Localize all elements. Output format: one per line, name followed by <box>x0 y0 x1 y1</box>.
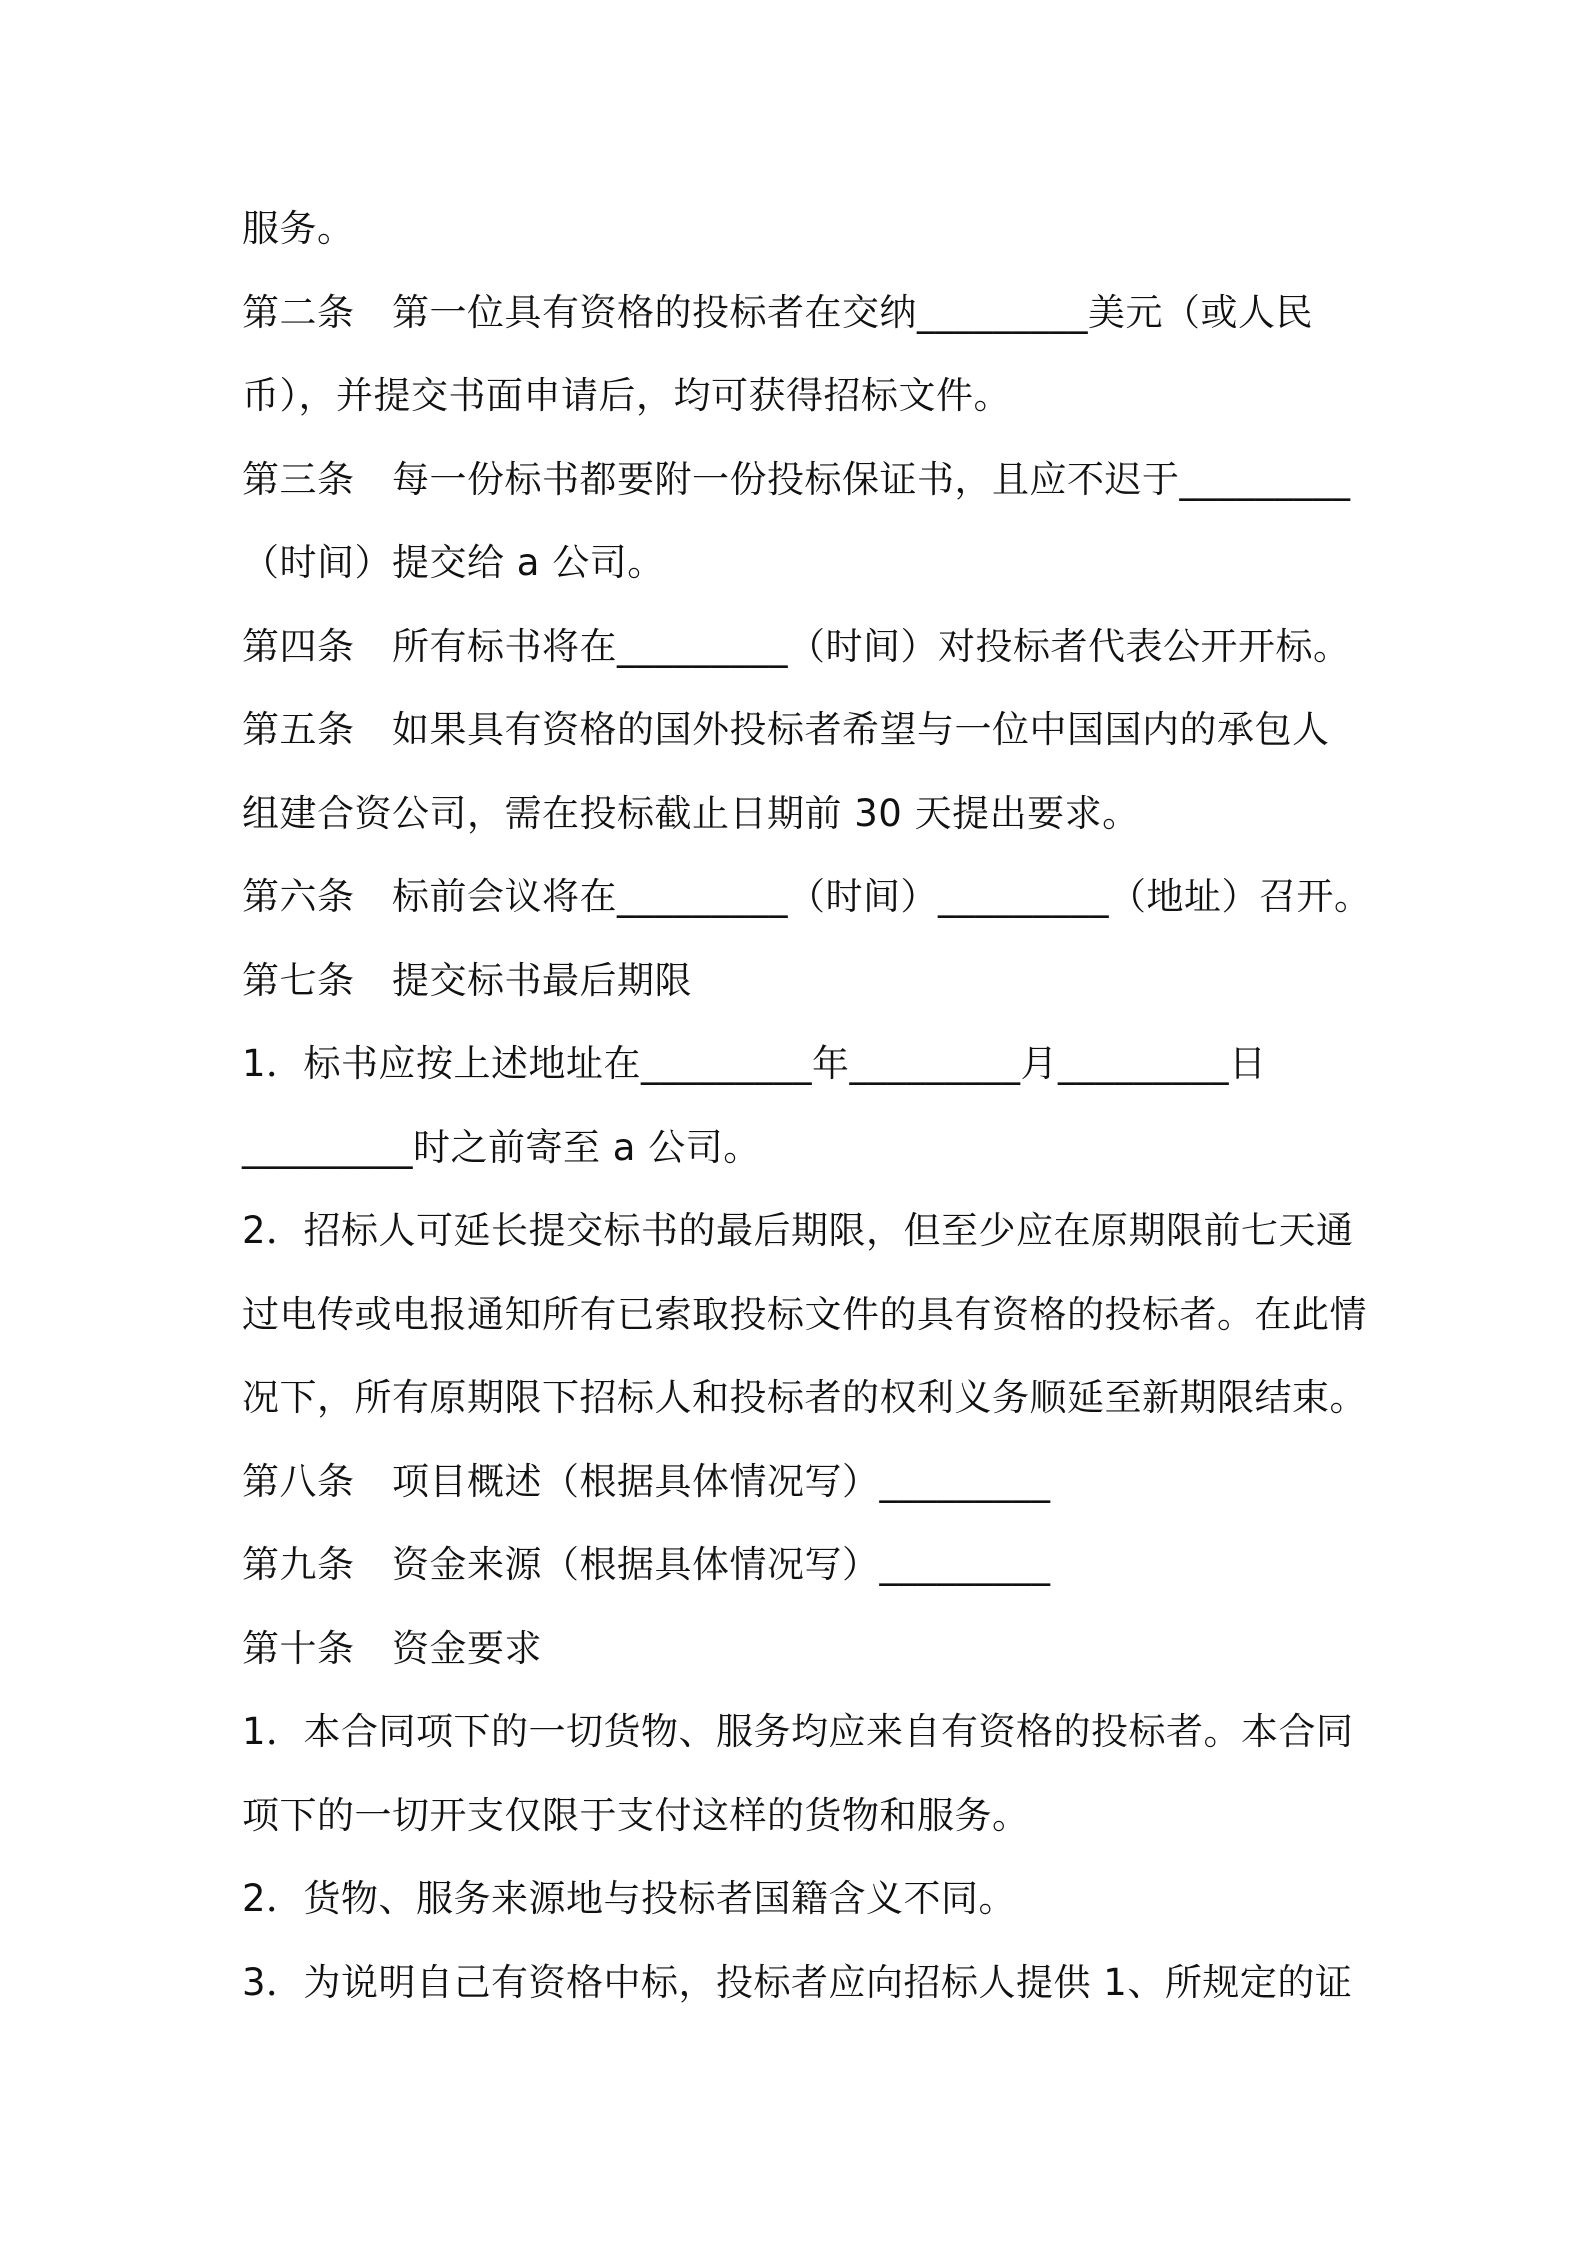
text-line: 第八条 项目概述（根据具体情况写）_________ <box>242 1460 1051 1503</box>
text-line: 1．标书应按上述地址在_________年_________月_________日 <box>242 1042 1267 1085</box>
text-line: 2．招标人可延长提交标书的最后期限，但至少应在原期限前七天通 <box>242 1209 1354 1252</box>
text-line: 第二条 第一位具有资格的投标者在交纳_________美元（或人民 <box>242 291 1313 334</box>
text-line: 第九条 资金来源（根据具体情况写）_________ <box>242 1543 1051 1586</box>
text-line: 第十条 资金要求 <box>242 1627 542 1670</box>
text-line: 1．本合同项下的一切货物、服务均应来自有资格的投标者。本合同 <box>242 1710 1354 1753</box>
text-line: 第五条 如果具有资格的国外投标者希望与一位中国国内的承包人 <box>242 708 1330 751</box>
text-line: 第六条 标前会议将在_________（时间）_________（地址）召开。 <box>242 875 1372 918</box>
text-line: 项下的一切开支仅限于支付这样的货物和服务。 <box>242 1794 1030 1837</box>
text-line: 服务。 <box>242 207 355 250</box>
text-line: 况下，所有原期限下招标人和投标者的权利义务顺延至新期限结束。 <box>242 1376 1367 1419</box>
text-line: 第七条 提交标书最后期限 <box>242 959 692 1002</box>
text-line: 2．货物、服务来源地与投标者国籍含义不同。 <box>242 1877 1017 1920</box>
text-line: 币），并提交书面申请后，均可获得招标文件。 <box>242 374 1011 417</box>
text-line: 第四条 所有标书将在_________（时间）对投标者代表公开开标。 <box>242 625 1351 668</box>
text-line: _________时之前寄至 a 公司。 <box>242 1126 761 1169</box>
text-line: 组建合资公司，需在投标截止日期前 30 天提出要求。 <box>242 792 1140 835</box>
text-line: 第三条 每一份标书都要附一份投标保证书，且应不迟于_________ <box>242 458 1351 501</box>
text-line: 3．为说明自己有资格中标，投标者应向招标人提供 1、所规定的证 <box>242 1961 1353 2004</box>
text-line: 过电传或电报通知所有已索取投标文件的具有资格的投标者。在此情 <box>242 1293 1367 1336</box>
text-line: （时间）提交给 a 公司。 <box>242 541 665 584</box>
